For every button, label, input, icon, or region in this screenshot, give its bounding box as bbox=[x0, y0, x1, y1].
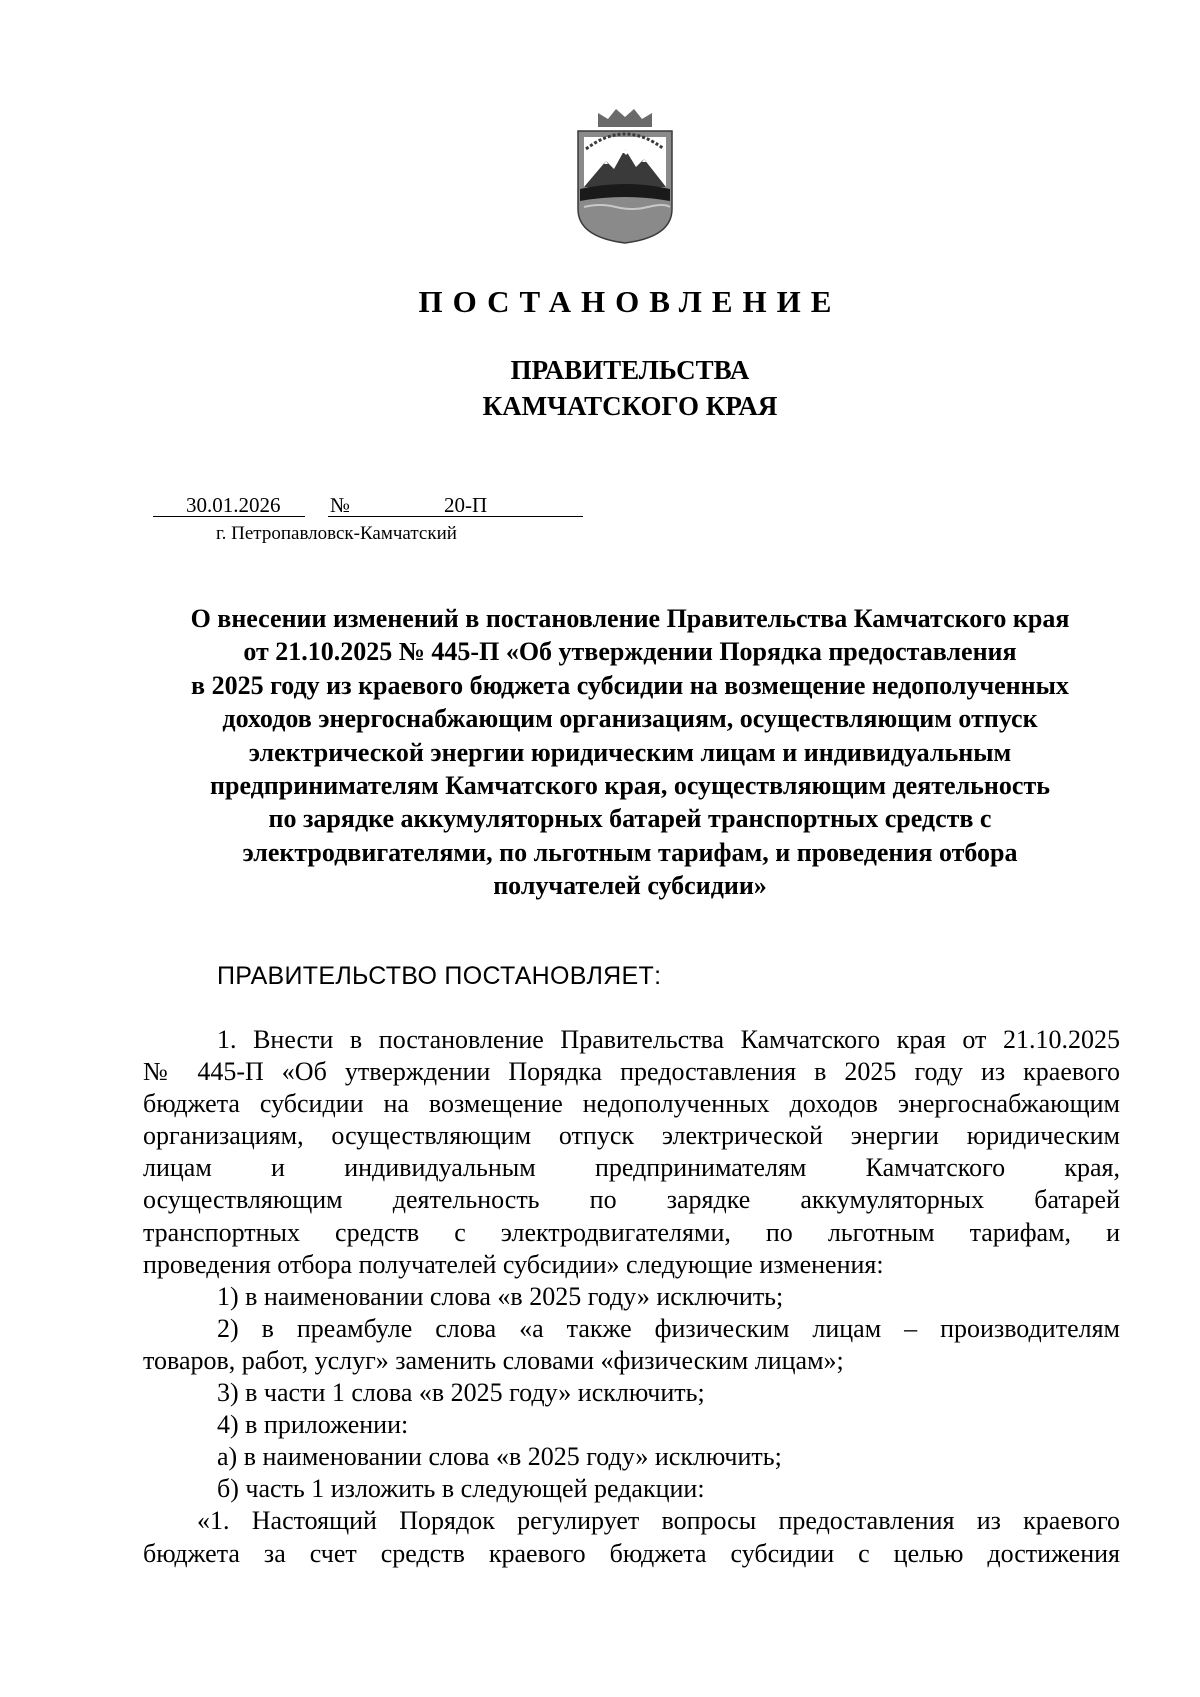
body-line: № 445-П «Об утверждении Порядка предоставления в 2025 году из краевого bbox=[143, 1057, 1120, 1087]
body-line: «1. Настоящий Порядок регулирует вопросы предоставления из краевого bbox=[197, 1506, 1120, 1536]
title-line: предпринимателям Камчатского края, осуществляющим деятельность bbox=[210, 771, 1050, 801]
body-line: 1) в наименовании слова «в 2025 году» исключить; bbox=[217, 1281, 784, 1311]
body-line: осуществляющим деятельность по зарядке аккумуляторных батарей bbox=[143, 1185, 1120, 1215]
issuer-line: ПРАВИТЕЛЬСТВА bbox=[510, 355, 750, 385]
title-line: О внесении изменений в постановление Правительства Камчатского края bbox=[190, 604, 1070, 633]
emblem-crown bbox=[598, 109, 652, 127]
resolves-heading: ПРАВИТЕЛЬСТВО ПОСТАНОВЛЯЕТ: bbox=[217, 962, 662, 990]
body-line: организациям, осуществляющим отпуск электрической энергии юридическим bbox=[143, 1121, 1120, 1151]
document-type-heading: ПОСТАНОВЛЕНИЕ bbox=[418, 284, 842, 319]
title-line: электрической энергии юридическим лицам и индивидуальным bbox=[248, 737, 1012, 767]
body-line: 4) в приложении: bbox=[217, 1410, 409, 1440]
body-line: лицам и индивидуальным предпринимателям Камчатского края, bbox=[143, 1153, 1120, 1183]
number-sign: № bbox=[330, 493, 351, 517]
title-line: получателей субсидии» bbox=[493, 871, 767, 901]
body-line: транспортных средств с электродвигателями, по льготным тарифам, и bbox=[143, 1217, 1120, 1247]
body-line: бюджета за счет средств краевого бюджета субсидии с целью достижения bbox=[143, 1538, 1120, 1568]
body-line: 1. Внести в постановление Правительства Камчатского края от 21.10.2025 bbox=[217, 1025, 1120, 1054]
title-line: от 21.10.2025 № 445-П «Об утверждении Порядка предоставления bbox=[243, 637, 1017, 667]
title-line: в 2025 году из краевого бюджета субсидии на возмещение недополученных bbox=[191, 670, 1069, 700]
issuer-heading bbox=[0, 352, 1200, 424]
body-line: бюджета субсидии на возмещение недополученных доходов энергоснабжающим bbox=[143, 1089, 1120, 1119]
registration-line bbox=[153, 493, 583, 519]
city-of-issue: г. Петропавловск-Камчатский bbox=[216, 523, 457, 544]
title-line: по зарядке аккумуляторных батарей транспортных средств с bbox=[268, 804, 992, 834]
body-line: 2) в преамбуле слова «а также физическим лицам – производителям bbox=[217, 1313, 1120, 1343]
body-line: товаров, работ, услуг» заменить словами «физическим лицам»; bbox=[143, 1345, 844, 1375]
body-line: б) часть 1 изложить в следующей редакции: bbox=[217, 1474, 705, 1504]
body-line: а) в наименовании слова «в 2025 году» исключить; bbox=[217, 1442, 782, 1472]
title-line: электродвигателями, по льготным тарифам, и проведения отбора bbox=[242, 837, 1018, 867]
document-title bbox=[130, 602, 1130, 903]
kamchatka-coat-of-arms-icon bbox=[570, 109, 680, 245]
body-line: 3) в части 1 слова «в 2025 году» исключить; bbox=[217, 1378, 705, 1408]
body-line: проведения отбора получателей субсидии» следующие изменения: bbox=[143, 1249, 884, 1279]
issuer-line: КАМЧАТСКОГО КРАЯ bbox=[482, 391, 778, 421]
document-date: 30.01.2026 bbox=[186, 493, 281, 517]
document-number: 20-П bbox=[444, 493, 488, 517]
title-line: доходов энергоснабжающим организациям, осуществляющим отпуск bbox=[222, 704, 1038, 734]
document-body bbox=[143, 1024, 1120, 1570]
